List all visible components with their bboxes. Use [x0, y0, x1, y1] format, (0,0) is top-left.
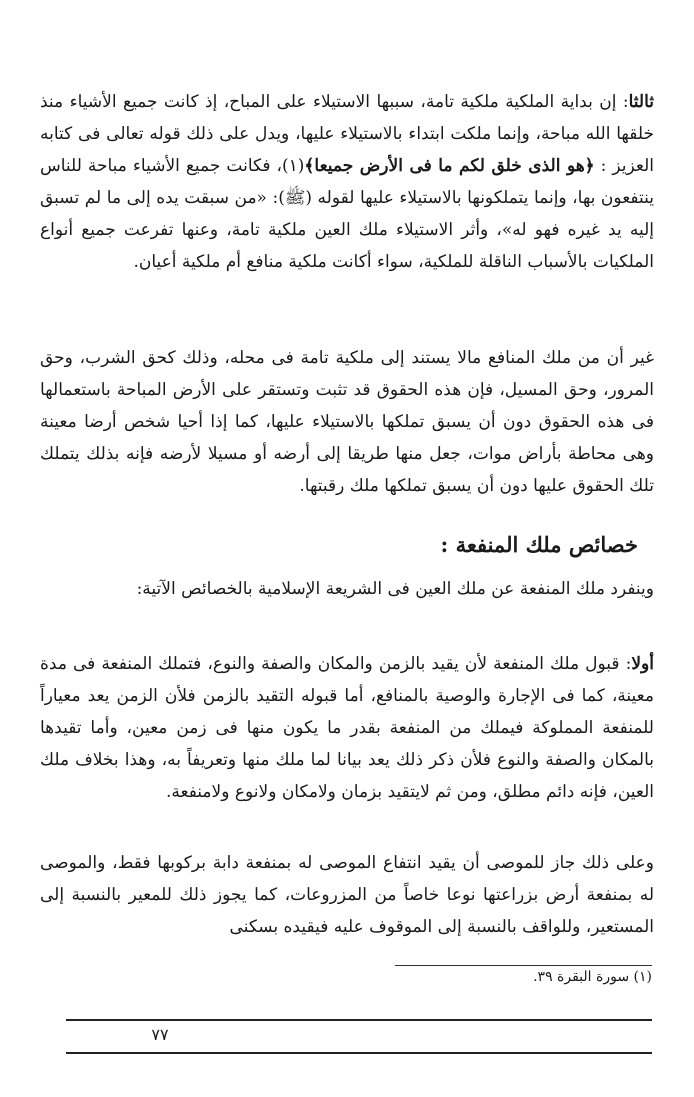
quran-quote: ﴿هو الذى خلق لكم ما فى الأرض جميعا﴾: [304, 156, 595, 176]
paragraph-thirdly: [40, 86, 654, 278]
paragraph-intro-features: وينفرد ملك المنفعة عن ملك العين فى الشريعة الإسلامية بالخصائص الآتية:: [136, 579, 654, 599]
paragraph-text: : إن بداية الملكية ملكية تامة، سببها الاستيلاء على المباح، إذ كانت جميع الأشياء منذ خلقها الله مباحة، وإنما ملكت ابتداء بالاستيلاء عليها، ويدل على ذلك قوله تعالى فى كتابه العزيز :: [40, 92, 654, 176]
paragraph-lead: أولا: [631, 654, 654, 674]
paragraph-text: (١)، فكانت جميع الأشياء مباحة للناس ينتفعون بها، وإنما يتملكونها بالاستيلاء عليها لقوله (ﷺ): «من سبقت يده إلى ما لم تسبق إليه يد غيره فهو له»، وأثر الاستيلاء ملك العين ملكية تامة، وعنها تفرعت جميع أنواع الملكيات بالأسباب الناقلة للملكية، سواء أكانت ملكية منافع أم ملكية أعيان.: [40, 156, 654, 272]
footer-rule-bottom: [66, 1052, 652, 1054]
paragraph-usufruct-rights: غير أن من ملك المنافع مالا يستند إلى ملكية تامة فى محله، وذلك كحق الشرب، وحق المرور، وحق المسيل، فإن هذه الحقوق قد تثبت وتستقر على الأرض المباحة باستعمالها فى هذه الحقوق دون أن يسبق تملكها بالاستيلاء عليها، كما إذا أحيا شخص أرضا معينة وهى محاطة بأراض موات، جعل منها طريقا إلى أرضه أو مسيلا لأرضه فإنه بذلك يتملك تلك الحقوق عليها دون أن يسبق تملكها ملك رقبتها.: [40, 348, 654, 496]
paragraph-lead: ثالثا: [628, 92, 654, 112]
page-number: ٧٧: [151, 1025, 169, 1044]
footnote: (١) سورة البقرة ٣٩.: [533, 969, 652, 985]
paragraph-firstly: [40, 648, 654, 808]
paragraph-consequence: وعلى ذلك جاز للموصى أن يقيد انتفاع الموصى له بمنفعة دابة بركوبها فقط، والموصى له بمنفعة أرض بزراعتها نوعا خاصاً من المزروعات، كما يجوز ذلك للمعير بالنسبة إلى المستعير، وللواقف بالنسبة إلى الموقوف عليه فيقيده بسكنى: [40, 853, 655, 937]
paragraph-text: : قبول ملك المنفعة لأن يقيد بالزمن والمكان والصفة والنوع، فتملك المنفعة فى مدة معينة، كما فى الإجارة والوصية بالمنافع، أما قبوله التقيد بالزمن فلأن الزمن يعد معياراً للمنفعة المملوكة فيملك من المنفعة بقدر ما يكون منها فى زمن معين، وأما تقيدها بالمكان والصفة والنوع فلأن ذكر ذلك يعد بيانا لما ملك منها وتعريفاً به، وهذا بخلاف ملك العين، فإنه دائم مطلق، ومن ثم لايتقيد بزمان ولامكان ولانوع ولامنفعة.: [40, 654, 654, 802]
section-heading: خصائص ملك المنفعة :: [440, 532, 638, 557]
footer-rule-top: [66, 1019, 652, 1021]
